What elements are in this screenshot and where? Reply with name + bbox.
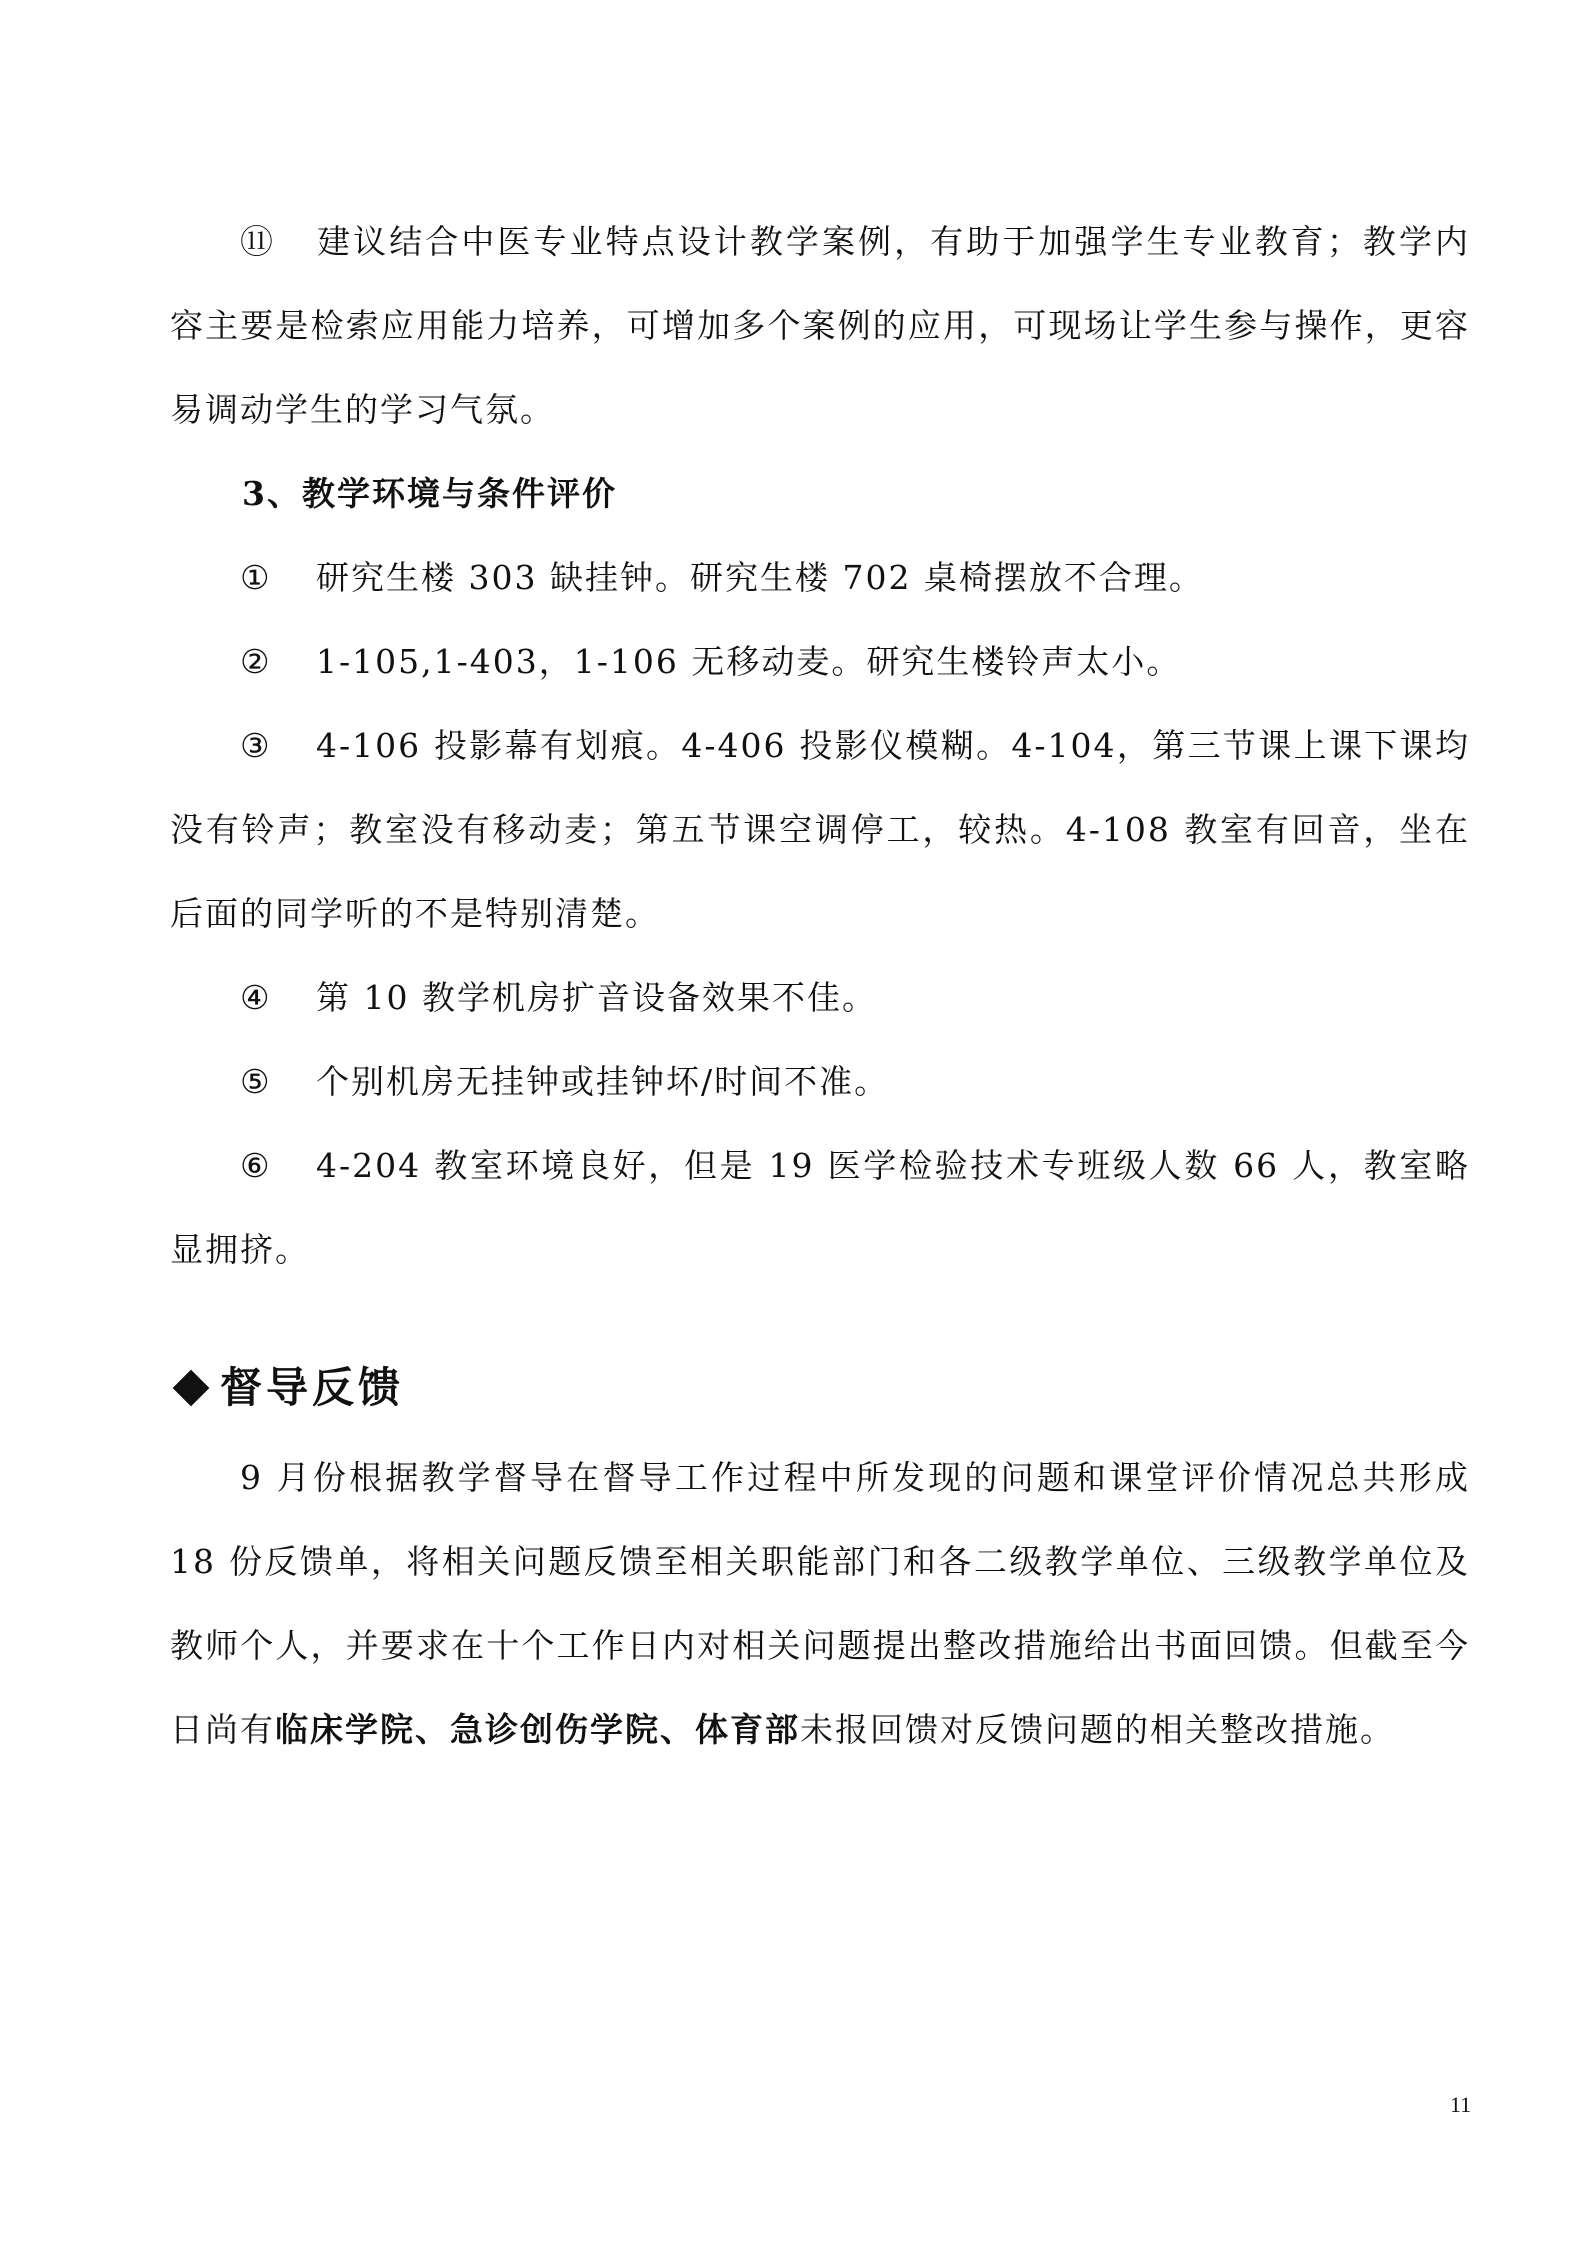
environment-item-4: [170, 956, 1470, 1040]
item-text: 4-204 教室环境良好，但是 19 医学检验技术专班级人数 66 人，教室略显拥挤。: [170, 1146, 1470, 1269]
item-marker: ②: [240, 642, 272, 681]
feedback-text-after: 未报回馈对反馈问题的相关整改措施。: [800, 1710, 1395, 1749]
item-marker: ⑥: [240, 1146, 272, 1185]
item-text: 建议结合中医专业特点设计教学案例，有助于加强学生专业教育；教学内容主要是检索应用能力培养，可增加多个案例的应用，可现场让学生参与操作，更容易调动学生的学习气氛。: [170, 222, 1470, 429]
section-heading-environment: 3、教学环境与条件评价: [242, 474, 617, 513]
item-text: 个别机房无挂钟或挂钟坏/时间不准。: [316, 1062, 890, 1101]
item-marker: ①: [240, 558, 272, 597]
item-marker: ⑪: [240, 222, 275, 261]
feedback-section-title: [170, 1340, 1470, 1436]
page-content: [170, 200, 1470, 1772]
environment-item-3: [170, 704, 1470, 956]
suggestion-item-11: [170, 200, 1470, 452]
environment-item-1: [170, 536, 1470, 620]
feedback-title-text: 督导反馈: [220, 1363, 405, 1412]
feedback-pending-units: 临床学院、急诊创伤学院、体育部: [275, 1710, 800, 1749]
item-text: 1-105,1-403，1-106 无移动麦。研究生楼铃声太小。: [316, 642, 1182, 681]
item-text: 4-106 投影幕有划痕。4-406 投影仪模糊。4-104，第三节课上课下课均没有铃声；教室没有移动麦；第五节课空调停工，较热。4-108 教室有回音，坐在后面的同学听的不是特别清楚。: [170, 726, 1470, 933]
item-text: 研究生楼 303 缺挂钟。研究生楼 702 桌椅摆放不合理。: [316, 558, 1204, 597]
item-marker: ⑤: [240, 1062, 272, 1101]
feedback-paragraph: [170, 1436, 1470, 1772]
environment-item-2: [170, 620, 1470, 704]
environment-item-6: [170, 1124, 1470, 1292]
item-text: 第 10 教学机房扩音设备效果不佳。: [316, 978, 877, 1017]
feedback-text-before: 9 月份根据教学督导在督导工作过程中所发现的问题和课堂评价情况总共形成 18 份反馈单，将相关问题反馈至相关职能部门和各二级教学单位、三级教学单位及教师个人，并要求在十个工作日内对相关问题提出整改措施给出书面回馈。但截至今日尚有: [170, 1458, 1470, 1749]
item-marker: ③: [240, 726, 272, 765]
diamond-bullet-icon: [173, 1370, 210, 1407]
page-number: 11: [1450, 2092, 1472, 2117]
item-marker: ④: [240, 978, 272, 1017]
environment-item-5: [170, 1040, 1470, 1124]
